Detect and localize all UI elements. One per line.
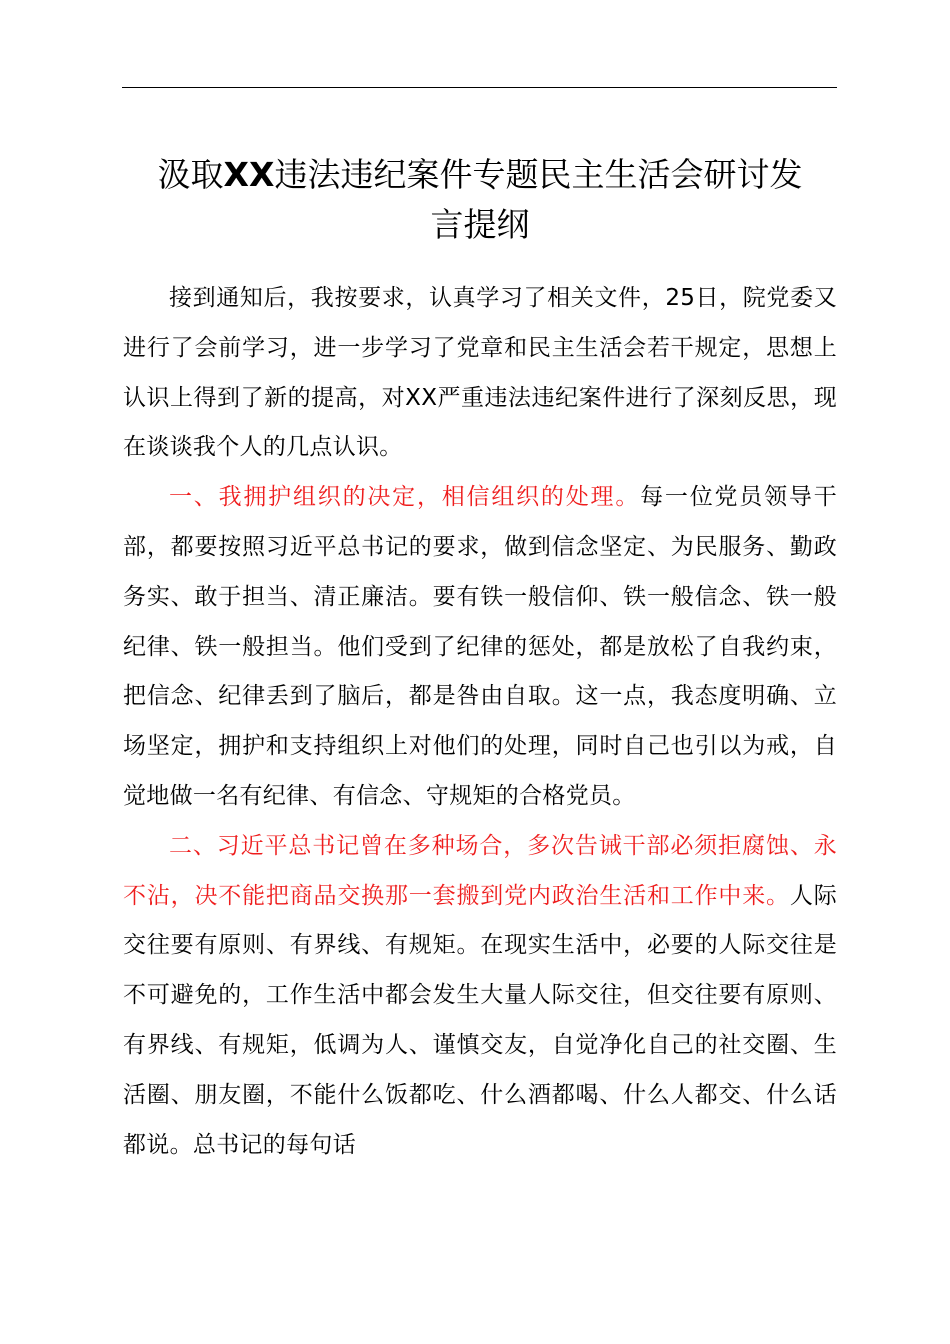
paragraph-heading: 一、我拥护组织的决定，相信组织的处理。	[169, 484, 641, 511]
paragraph-section-2	[123, 822, 837, 1171]
header-rule	[122, 87, 837, 88]
title-prefix: 汲取	[157, 155, 224, 194]
title-line-2: 言提纲	[430, 205, 530, 244]
paragraph-text: 人际交往要有原则、有界线、有规矩。在现实生活中，必要的人际交往是不可避免的，工作生活中都会发生大量人际交往，但交往要有原则、有界线、有规矩，低调为人、谨慎交友，自觉净化自己的社交圈、生活圈、朋友圈，不能什么饭都吃、什么酒都喝、什么人都交、什么话都说。总书记的每句话	[123, 882, 837, 1158]
paragraph-text: 接到通知后，我按要求，认真学习了相关文件，25日，院党委又进行了会前学习，进一步学习了党章和民主生活会若干规定，思想上认识上得到了新的提高，对XX严重违法违纪案件进行了深刻反思，现在谈谈我个人的几点认识。	[123, 285, 837, 461]
paragraph-text: 每一位党员领导干部，都要按照习近平总书记的要求，做到信念坚定、为民服务、勤政务实、敢于担当、清正廉洁。要有铁一般信仰、铁一般信念、铁一般纪律、铁一般担当。他们受到了纪律的惩处，都是放松了自我约束，把信念、纪律丢到了脑后，都是咎由自取。这一点，我态度明确、立场坚定，拥护和支持组织上对他们的处理，同时自己也引以为戒，自觉地做一名有纪律、有信念、守规矩的合格党员。	[123, 484, 837, 809]
title-bold-xx: XX	[223, 155, 275, 194]
paragraph-section-1	[123, 473, 837, 822]
title-suffix: 违法违纪案件专题民主生活会研讨发	[274, 155, 803, 194]
paragraph-intro	[123, 274, 837, 473]
document-title	[80, 150, 880, 250]
document-body	[123, 274, 837, 1170]
paragraph-heading: 二、习近平总书记曾在多种场合，多次告诫干部必须拒腐蚀、永不沾，决不能把商品交换那一套搬到党内政治生活和工作中来。	[123, 832, 837, 909]
